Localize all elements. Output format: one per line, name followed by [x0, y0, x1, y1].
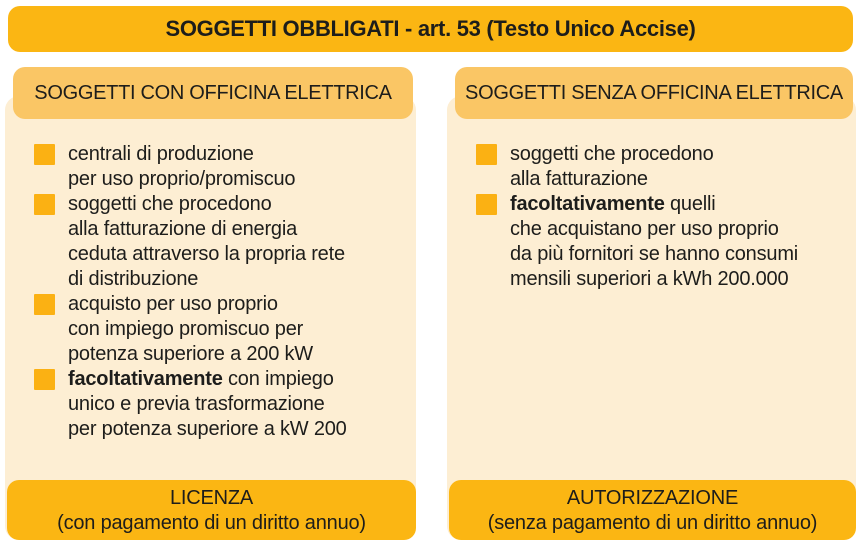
list-item [34, 142, 410, 192]
bullet-square-icon [34, 294, 55, 315]
bullet-square-icon [34, 369, 55, 390]
item-line: mensili superiori a kWh 200.000 [510, 268, 789, 290]
item-text [510, 192, 798, 292]
item-line: centrali di produzione [68, 143, 254, 165]
item-line: alla fatturazione di energia [68, 218, 297, 240]
column-soggetti-con-officina [5, 60, 416, 540]
item-text [68, 292, 313, 367]
bullet-square-icon [34, 144, 55, 165]
item-line: di distribuzione [68, 268, 199, 290]
right-column-header-label: SOGGETTI SENZA OFFICINA ELETTRICA [465, 81, 843, 104]
item-line-rest: quelli [664, 193, 716, 215]
item-line-rest: con impiego [222, 368, 334, 390]
right-column-header [455, 67, 853, 119]
item-line: per uso proprio/promiscuo [68, 168, 296, 190]
item-line: potenza superiore a 200 kW [68, 343, 313, 365]
bullet-square-icon [476, 194, 497, 215]
item-line: soggetti che procedono [68, 193, 272, 215]
list-item [34, 292, 410, 367]
list-item [476, 192, 850, 292]
item-line: da più fornitori se hanno consumi [510, 243, 799, 265]
item-line: per potenza superiore a kW 200 [68, 418, 347, 440]
item-line: acquisto per uso proprio [68, 293, 278, 315]
bullet-square-icon [34, 194, 55, 215]
left-column-header [13, 67, 413, 119]
footer-title: LICENZA [169, 487, 254, 509]
title-bar [8, 6, 853, 52]
item-line [510, 192, 798, 217]
column-soggetti-senza-officina [447, 60, 856, 540]
bold-term: facoltativamente [510, 193, 665, 215]
item-line: unico e previa trasformazione [68, 393, 325, 415]
footer-title: AUTORIZZAZIONE [566, 487, 739, 509]
list-item [34, 367, 410, 442]
right-footer-bar-autorizzazione [449, 480, 856, 540]
left-column-header-label: SOGGETTI CON OFFICINA ELETTRICA [34, 81, 392, 104]
list-item [476, 142, 850, 192]
item-line: alla fatturazione [510, 168, 648, 190]
item-line: ceduta attraverso la propria rete [68, 243, 345, 265]
page-title: SOGGETTI OBBLIGATI - art. 53 (Testo Unico Accise) [165, 16, 696, 41]
item-text [68, 142, 295, 192]
item-line: soggetti che procedono [510, 143, 714, 165]
list-item [34, 192, 410, 292]
item-text [68, 192, 345, 292]
footer-subtitle: (con pagamento di un diritto annuo) [57, 512, 366, 534]
item-line [68, 367, 347, 392]
item-text [68, 367, 347, 442]
footer-subtitle: (senza pagamento di un diritto annuo) [487, 512, 818, 534]
bold-term: facoltativamente [68, 368, 223, 390]
bullet-square-icon [476, 144, 497, 165]
item-line: con impiego promiscuo per [68, 318, 304, 340]
item-text [510, 142, 714, 192]
left-item-list [34, 142, 410, 442]
right-item-list [476, 142, 850, 292]
left-footer-bar-licenza [7, 480, 416, 540]
item-line: che acquistano per uso proprio [510, 218, 779, 240]
